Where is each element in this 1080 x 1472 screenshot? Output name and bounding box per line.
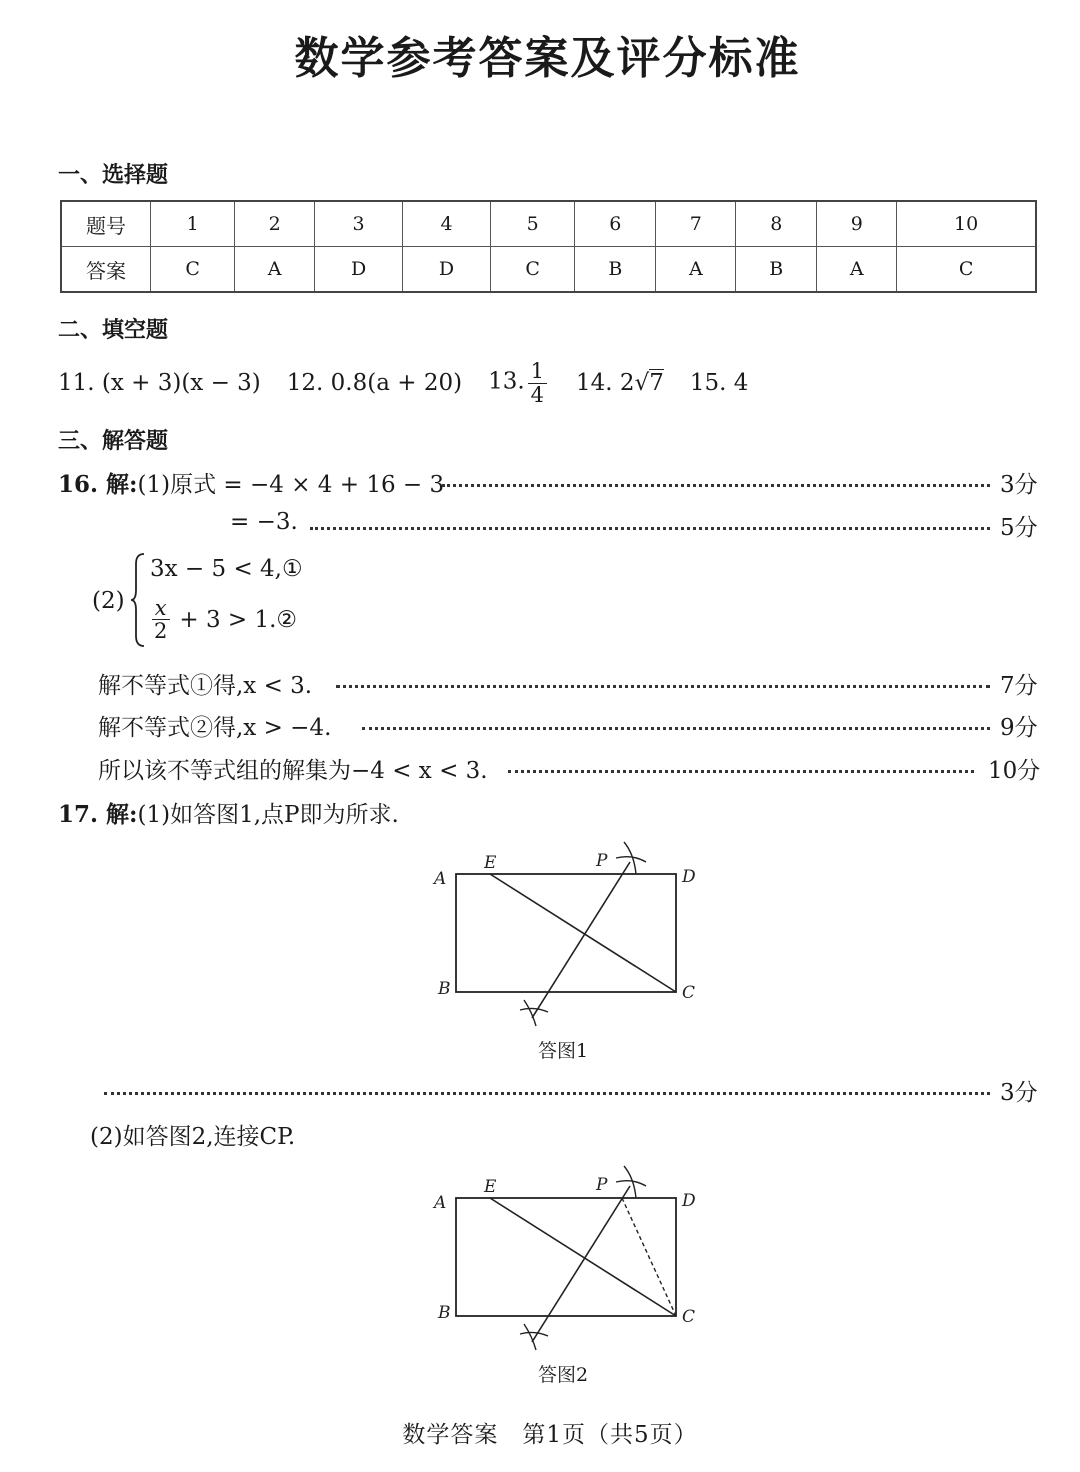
fraction-denominator: 2 [154,619,168,644]
answer-cell: D [403,247,491,293]
arc-mark [520,1008,548,1012]
q17-step-2: (2)如答图2,连接CP. [90,1124,296,1150]
question-number-cell: 5 [491,201,575,247]
answer-table [60,200,1037,293]
figure-2-caption: 答图2 [538,1364,589,1386]
q16-part2-label: (2) [92,588,125,614]
perpendicular-bisector [532,1186,630,1342]
point-label-p: P [596,1175,608,1195]
point-label-d: D [682,1191,696,1211]
fill-answers-line [58,355,748,411]
question-number-cell: 1 [151,201,235,247]
table-header-cell: 题号 [61,201,151,247]
q16-step-2: = −3. [230,509,298,535]
q16-step-4: 解不等式②得,x > −4. [98,715,332,741]
score-label: 5分 [1000,515,1038,541]
score-label: 7分 [1000,673,1038,699]
point-label-b: B [438,1303,451,1323]
q17-line-1 [58,796,399,829]
answer-cell: A [235,247,315,293]
section-heading-choice: 一、选择题 [58,163,169,188]
rectangle-abcd [456,1198,676,1316]
q16-inequality-1: 3x − 5 < 4,① [150,556,303,582]
answer-cell: C [151,247,235,293]
answer-cell: A [656,247,736,293]
section-heading-solve: 三、解答题 [58,429,169,454]
question-number-cell: 9 [817,201,897,247]
question-number-cell: 7 [656,201,736,247]
q16-step-5: 所以该不等式组的解集为−4 < x < 3. [98,758,488,784]
point-label-b: B [438,979,451,999]
answer-cell: C [491,247,575,293]
table-header-cell: 答案 [61,247,151,293]
dotted-leader [310,527,990,530]
q16-inequality-2 [148,597,297,642]
answer-14 [576,370,664,396]
dotted-leader [104,1092,990,1095]
score-label: 3分 [1000,1080,1038,1106]
section-heading-fill: 二、填空题 [58,318,169,343]
score-label: 10分 [988,758,1041,784]
score-label: 3分 [1000,472,1038,498]
table-row [61,247,1036,293]
figure-2 [420,1164,720,1354]
question-number-cell: 8 [736,201,817,247]
answer-cell: C [897,247,1036,293]
answer-13 [488,360,550,405]
fraction [151,597,170,642]
page-footer: 数学答案 第1页（共5页） [402,1422,698,1448]
inequality-2-rest: + 3 > 1.② [179,606,298,633]
page-title: 数学参考答案及评分标准 [294,33,801,84]
dotted-leader [336,685,990,688]
question-number-cell: 3 [315,201,403,247]
question-number-cell: 4 [403,201,491,247]
segment-ec [490,874,676,992]
table-row [61,201,1036,247]
q16-prefix: 16. 解: [58,471,138,498]
q17-step-1: (1)如答图1,点P即为所求. [137,802,399,828]
fraction [528,360,547,405]
answer-11: 11. (x + 3)(x − 3) [58,370,261,396]
dotted-leader [442,484,990,487]
q16-line-1 [58,466,444,499]
answer-14-label: 14. 2 [576,370,635,396]
fraction-numerator: x [152,597,170,620]
answer-cell: D [315,247,403,293]
q16-step-3: 解不等式①得,x < 3. [98,673,313,699]
answer-cell: B [575,247,656,293]
answer-15: 15. 4 [689,370,749,396]
answer-cell: B [736,247,817,293]
answer-13-label: 13. [488,369,525,395]
radicand: 7 [649,370,664,396]
dotted-leader [362,727,990,730]
arc-mark [616,1181,646,1186]
point-label-e: E [484,853,497,873]
point-label-c: C [682,1307,696,1327]
perpendicular-bisector [532,862,630,1018]
question-number-cell: 10 [897,201,1036,247]
point-label-a: A [434,1193,447,1213]
arc-mark [616,857,646,862]
q16-step-1: (1)原式 = −4 × 4 + 16 − 3 [137,472,445,498]
answer-cell: A [817,247,897,293]
figure-1-caption: 答图1 [538,1040,589,1062]
point-label-c: C [682,983,696,1003]
rectangle-abcd [456,874,676,992]
q17-prefix: 17. 解: [58,801,138,828]
segment-ec [490,1198,676,1316]
figure-1 [420,840,720,1030]
fraction-denominator: 4 [530,382,545,407]
sqrt-icon: √ [634,370,650,396]
point-label-p: P [596,851,608,871]
fraction-numerator: 1 [528,360,547,383]
brace-icon [130,552,146,648]
answer-12: 12. 0.8(a + 20) [286,370,463,396]
dotted-leader [508,770,974,773]
question-number-cell: 2 [235,201,315,247]
point-label-a: A [434,869,447,889]
question-number-cell: 6 [575,201,656,247]
score-label: 9分 [1000,715,1038,741]
point-label-d: D [682,867,696,887]
arc-mark [520,1332,548,1336]
point-label-e: E [484,1177,497,1197]
